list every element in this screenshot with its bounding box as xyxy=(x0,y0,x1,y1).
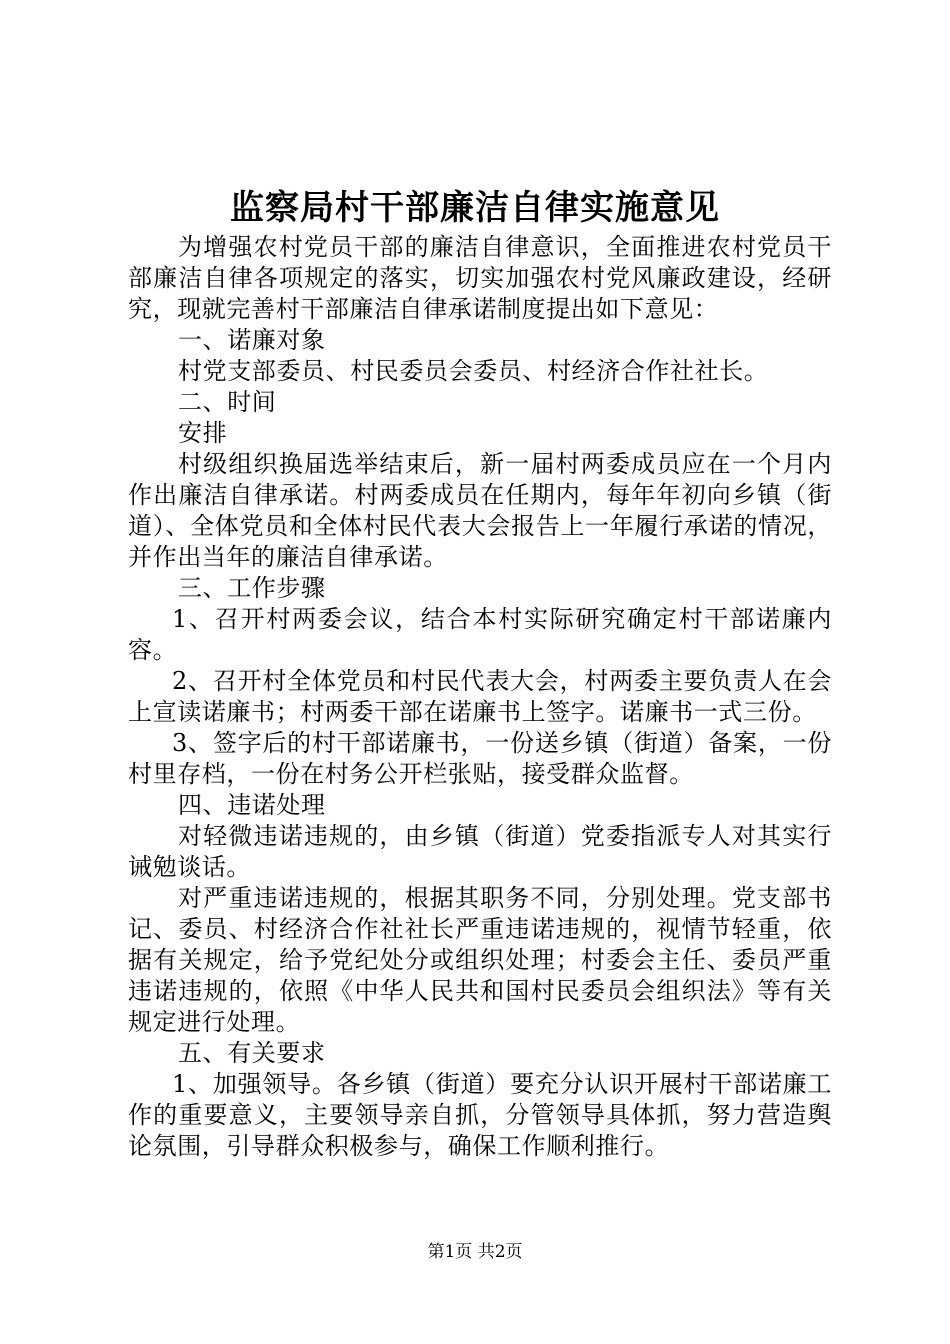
paragraph-section-1: 村党支部委员、村民委员会委员、村经济合作社社长。 xyxy=(178,357,769,385)
paragraph-step-1: 1、召开村两委会议，结合本村实际研究确定村干部诺廉内容。 xyxy=(128,605,832,664)
paragraph-step-3: 3、签字后的村干部诺廉书，一份送乡镇（街道）备案，一份村里存档，一份在村务公开栏张贴，接受群众监督。 xyxy=(128,729,832,788)
document-title: 监察局村干部廉洁自律实施意见 xyxy=(230,188,720,228)
paragraph-minor-violation: 对轻微违诺违规的，由乡镇（街道）党委指派专人对其实行诫勉谈话。 xyxy=(128,822,832,881)
paragraph-section-2: 村级组织换届选举结束后，新一届村两委成员应在一个月内作出廉洁自律承诺。村两委成员在任期内，每年年初向乡镇（街道）、全体党员和全体村民代表大会报告上一年履行承诺的情况，并作出当年的廉洁自律承诺。 xyxy=(128,450,832,571)
heading-section-3: 三、工作步骤 xyxy=(178,574,326,602)
heading-section-2: 二、时间 xyxy=(178,388,277,416)
paragraph-requirement-1: 1、加强领导。各乡镇（街道）要充分认识开展村干部诺廉工作的重要意义，主要领导亲自抓，分管领导具体抓，努力营造舆论氛围，引导群众积极参与，确保工作顺利推行。 xyxy=(128,1070,832,1160)
document-body xyxy=(128,232,832,1162)
page-footer: 第1页 共2页 xyxy=(427,1242,523,1262)
heading-section-2-cont: 安排 xyxy=(178,419,228,447)
heading-section-1: 一、诺廉对象 xyxy=(178,326,326,354)
paragraph-serious-violation: 对严重违诺违规的，根据其职务不同，分别处理。党支部书记、委员、村经济合作社社长严重违诺违规的，视情节轻重，依据有关规定，给予党纪处分或组织处理；村委会主任、委员严重违诺违规的，依照《中华人民共和国村民委员会组织法》等有关规定进行处理。 xyxy=(128,884,832,1036)
paragraph-intro: 为增强农村党员干部的廉洁自律意识，全面推进农村党员干部廉洁自律各项规定的落实，切实加强农村党风廉政建设，经研究，现就完善村干部廉洁自律承诺制度提出如下意见： xyxy=(128,233,832,323)
heading-section-4: 四、违诺处理 xyxy=(178,791,326,819)
paragraph-step-2: 2、召开村全体党员和村民代表大会，村两委主要负责人在会上宣读诺廉书；村两委干部在诺廉书上签字。诺廉书一式三份。 xyxy=(128,667,832,726)
heading-section-5: 五、有关要求 xyxy=(178,1039,326,1067)
